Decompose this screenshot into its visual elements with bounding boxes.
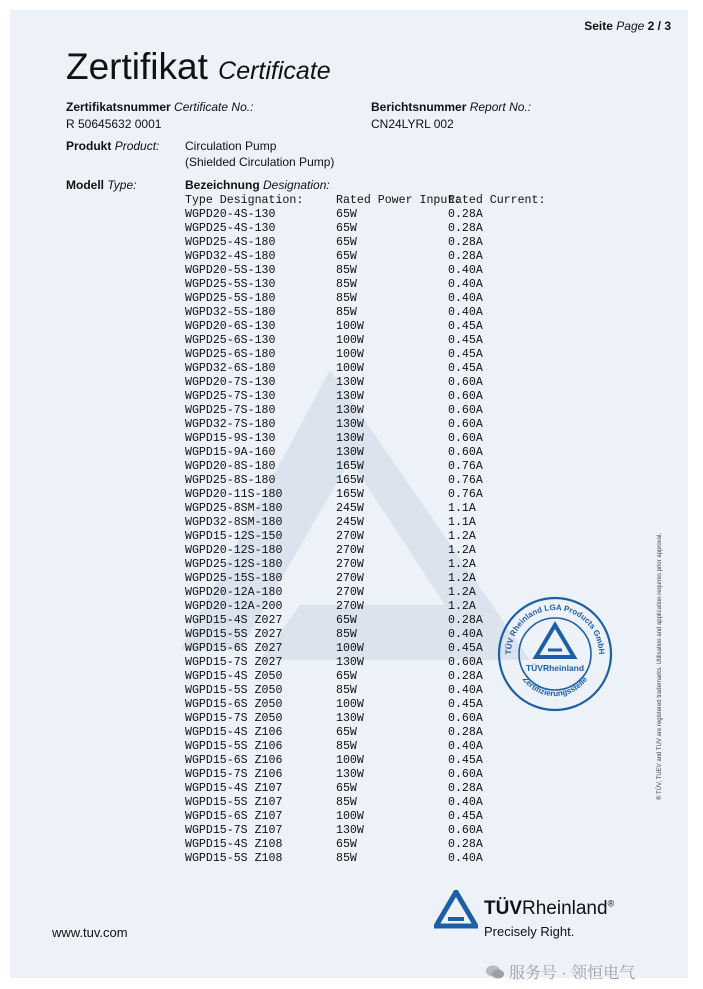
table-row xyxy=(185,810,548,824)
cell-current: 0.60A xyxy=(448,432,483,445)
cell-power: 100W xyxy=(336,754,364,767)
cell-type: WGPD20-4S-130 xyxy=(185,208,276,221)
table-row xyxy=(185,502,548,516)
cell-current: 0.28A xyxy=(448,838,483,851)
cell-power: 270W xyxy=(336,586,364,599)
cell-type: WGPD32-5S-180 xyxy=(185,306,276,319)
table-row xyxy=(185,824,548,838)
cell-type: WGPD25-7S-130 xyxy=(185,390,276,403)
cell-power: 270W xyxy=(336,530,364,543)
cell-power: 270W xyxy=(336,600,364,613)
svg-text:TÜVRheinland: TÜVRheinland xyxy=(525,663,585,673)
cell-power: 85W xyxy=(336,264,357,277)
cell-power: 85W xyxy=(336,628,357,641)
cell-type: WGPD25-15S-180 xyxy=(185,572,283,585)
report-no-label: Berichtsnummer Report No.: xyxy=(371,100,532,114)
cell-power: 100W xyxy=(336,362,364,375)
cell-type: WGPD15-4S Z106 xyxy=(185,726,283,739)
cell-type: WGPD20-6S-130 xyxy=(185,320,276,333)
cell-current: 0.60A xyxy=(448,404,483,417)
cell-type: WGPD15-7S Z106 xyxy=(185,768,283,781)
cell-type: WGPD25-4S-180 xyxy=(185,236,276,249)
table-row xyxy=(185,558,548,572)
cell-type: WGPD25-6S-180 xyxy=(185,348,276,361)
model-table xyxy=(185,194,548,866)
cell-power: 130W xyxy=(336,824,364,837)
cell-type: WGPD15-5S Z108 xyxy=(185,852,283,865)
cell-power: 65W xyxy=(336,250,357,263)
cell-power: 65W xyxy=(336,838,357,851)
cell-power: 100W xyxy=(336,334,364,347)
trademark-note: ® TÜV, TUEV and TUV are registered trademarks. Utilisation and application requires prior approval. xyxy=(657,533,663,800)
cell-power: 130W xyxy=(336,446,364,459)
cell-current: 0.40A xyxy=(448,740,483,753)
certification-stamp xyxy=(496,595,614,713)
cell-power: 270W xyxy=(336,572,364,585)
cell-type: WGPD15-9S-130 xyxy=(185,432,276,445)
table-row xyxy=(185,488,548,502)
page-title xyxy=(66,46,331,88)
cell-type: WGPD15-4S Z027 xyxy=(185,614,283,627)
cell-current: 0.40A xyxy=(448,852,483,865)
cell-power: 130W xyxy=(336,376,364,389)
cell-current: 0.60A xyxy=(448,418,483,431)
cell-type: WGPD15-7S Z107 xyxy=(185,824,283,837)
cell-power: 130W xyxy=(336,656,364,669)
cell-type: WGPD15-6S Z107 xyxy=(185,810,283,823)
cell-power: 270W xyxy=(336,544,364,557)
cell-power: 165W xyxy=(336,488,364,501)
cell-power: 85W xyxy=(336,684,357,697)
table-row xyxy=(185,250,548,264)
cell-type: WGPD32-7S-180 xyxy=(185,418,276,431)
table-row xyxy=(185,446,548,460)
cell-type: WGPD15-7S Z050 xyxy=(185,712,283,725)
cell-type: WGPD20-12A-200 xyxy=(185,600,283,613)
cell-current: 0.76A xyxy=(448,488,483,501)
cell-current: 0.40A xyxy=(448,264,483,277)
cell-type: WGPD25-4S-130 xyxy=(185,222,276,235)
cell-type: WGPD20-12S-180 xyxy=(185,544,283,557)
cert-no-value: R 50645632 0001 xyxy=(66,117,162,131)
cell-current: 0.45A xyxy=(448,362,483,375)
cell-current: 0.60A xyxy=(448,824,483,837)
cell-power: 65W xyxy=(336,614,357,627)
table-row xyxy=(185,712,548,726)
cell-type: WGPD25-7S-180 xyxy=(185,404,276,417)
cell-current: 0.40A xyxy=(448,684,483,697)
cell-type: WGPD15-7S Z027 xyxy=(185,656,283,669)
cell-current: 0.60A xyxy=(448,390,483,403)
cell-current: 0.45A xyxy=(448,642,483,655)
cell-current: 0.45A xyxy=(448,348,483,361)
cell-power: 130W xyxy=(336,418,364,431)
table-row xyxy=(185,334,548,348)
footer-url[interactable]: www.tuv.com xyxy=(52,925,128,940)
table-row xyxy=(185,306,548,320)
brand-tagline: Precisely Right. xyxy=(484,924,575,939)
table-row xyxy=(185,740,548,754)
product-line-2: (Shielded Circulation Pump) xyxy=(185,155,335,169)
table-row xyxy=(185,516,548,530)
cell-type: WGPD32-8SM-180 xyxy=(185,516,283,529)
table-row xyxy=(185,236,548,250)
table-row xyxy=(185,222,548,236)
cell-current: 0.40A xyxy=(448,796,483,809)
table-row xyxy=(185,754,548,768)
cell-type: WGPD15-5S Z027 xyxy=(185,628,283,641)
table-row xyxy=(185,530,548,544)
cell-type: WGPD25-5S-180 xyxy=(185,292,276,305)
cell-current: 0.28A xyxy=(448,208,483,221)
cell-type: WGPD20-5S-130 xyxy=(185,264,276,277)
cell-power: 85W xyxy=(336,278,357,291)
cell-current: 0.60A xyxy=(448,712,483,725)
title-en: Certificate xyxy=(218,57,331,85)
table-row xyxy=(185,768,548,782)
cell-current: 0.28A xyxy=(448,782,483,795)
table-row xyxy=(185,614,548,628)
cell-power: 130W xyxy=(336,390,364,403)
cell-current: 0.28A xyxy=(448,670,483,683)
cell-type: WGPD15-5S Z107 xyxy=(185,796,283,809)
cell-current: 0.28A xyxy=(448,250,483,263)
cell-type: WGPD25-8SM-180 xyxy=(185,502,283,515)
table-row xyxy=(185,698,548,712)
table-header-row xyxy=(185,194,548,208)
table-row xyxy=(185,208,548,222)
table-row xyxy=(185,544,548,558)
table-row xyxy=(185,670,548,684)
cell-power: 165W xyxy=(336,474,364,487)
table-row xyxy=(185,838,548,852)
table-row xyxy=(185,796,548,810)
cell-type: WGPD15-12S-150 xyxy=(185,530,283,543)
cell-type: WGPD20-11S-180 xyxy=(185,488,283,501)
cell-type: WGPD20-12A-180 xyxy=(185,586,283,599)
product-line-1: Circulation Pump xyxy=(185,139,277,153)
cell-type: WGPD15-6S Z106 xyxy=(185,754,283,767)
cell-current: 0.60A xyxy=(448,446,483,459)
header-power: Rated Power Input: xyxy=(336,194,462,207)
table-row xyxy=(185,628,548,642)
header-type: Type Designation: xyxy=(185,194,304,207)
cell-current: 0.45A xyxy=(448,334,483,347)
cell-power: 85W xyxy=(336,306,357,319)
title-de: Zertifikat xyxy=(66,46,208,87)
cell-type: WGPD32-6S-180 xyxy=(185,362,276,375)
cell-current: 0.76A xyxy=(448,474,483,487)
svg-text:Zertifizierungsstelle: Zertifizierungsstelle xyxy=(520,675,590,699)
svg-text:TÜV Rheinland LGA Products Gmb: TÜV Rheinland LGA Products GmbH xyxy=(503,602,607,655)
header-current: Rated Current: xyxy=(448,194,546,207)
cell-current: 0.40A xyxy=(448,306,483,319)
cell-type: WGPD15-4S Z050 xyxy=(185,670,283,683)
cell-current: 0.45A xyxy=(448,320,483,333)
table-row xyxy=(185,320,548,334)
cell-power: 270W xyxy=(336,558,364,571)
cell-type: WGPD15-4S Z108 xyxy=(185,838,283,851)
cell-power: 130W xyxy=(336,712,364,725)
table-row xyxy=(185,418,548,432)
cell-type: WGPD15-6S Z027 xyxy=(185,642,283,655)
cell-type: WGPD20-8S-180 xyxy=(185,460,276,473)
cell-current: 1.1A xyxy=(448,502,476,515)
cell-current: 1.2A xyxy=(448,600,476,613)
cell-type: WGPD32-4S-180 xyxy=(185,250,276,263)
table-row xyxy=(185,642,548,656)
cell-current: 0.40A xyxy=(448,628,483,641)
cell-power: 100W xyxy=(336,320,364,333)
cell-type: WGPD25-8S-180 xyxy=(185,474,276,487)
table-row xyxy=(185,656,548,670)
table-row xyxy=(185,432,548,446)
table-row xyxy=(185,460,548,474)
cell-current: 0.60A xyxy=(448,768,483,781)
cell-power: 65W xyxy=(336,726,357,739)
brand-name: TÜVRheinland® xyxy=(484,898,615,919)
cell-current: 0.60A xyxy=(448,656,483,669)
cell-power: 100W xyxy=(336,810,364,823)
cell-current: 0.28A xyxy=(448,236,483,249)
cell-power: 100W xyxy=(336,698,364,711)
cell-power: 165W xyxy=(336,460,364,473)
cell-power: 65W xyxy=(336,782,357,795)
table-row xyxy=(185,600,548,614)
table-row xyxy=(185,726,548,740)
cell-power: 130W xyxy=(336,768,364,781)
cell-power: 65W xyxy=(336,236,357,249)
table-row xyxy=(185,278,548,292)
model-label: Modell Type: xyxy=(66,178,137,192)
cell-power: 65W xyxy=(336,670,357,683)
cell-power: 245W xyxy=(336,502,364,515)
cell-power: 130W xyxy=(336,432,364,445)
cell-current: 0.40A xyxy=(448,292,483,305)
cell-power: 85W xyxy=(336,292,357,305)
tuv-triangle-icon xyxy=(434,890,478,930)
cell-current: 0.40A xyxy=(448,278,483,291)
report-no-value: CN24LYRL 002 xyxy=(371,117,454,131)
wechat-icon xyxy=(485,964,505,980)
cell-type: WGPD15-5S Z106 xyxy=(185,740,283,753)
cell-power: 65W xyxy=(336,208,357,221)
table-row xyxy=(185,684,548,698)
page-number: Seite Page 2 / 3 xyxy=(584,19,671,33)
cell-power: 65W xyxy=(336,222,357,235)
designation-label: Bezeichnung Designation: xyxy=(185,178,330,192)
cell-current: 0.45A xyxy=(448,698,483,711)
tuv-brand-logo xyxy=(434,890,615,939)
cell-power: 100W xyxy=(336,348,364,361)
table-row xyxy=(185,404,548,418)
cell-current: 0.28A xyxy=(448,222,483,235)
cell-power: 85W xyxy=(336,740,357,753)
cell-power: 85W xyxy=(336,796,357,809)
table-row xyxy=(185,362,548,376)
certificate-page xyxy=(10,10,688,978)
table-row xyxy=(185,264,548,278)
cell-current: 1.2A xyxy=(448,558,476,571)
cell-type: WGPD20-7S-130 xyxy=(185,376,276,389)
table-row xyxy=(185,474,548,488)
cell-power: 245W xyxy=(336,516,364,529)
cell-type: WGPD25-12S-180 xyxy=(185,558,283,571)
cell-type: WGPD25-6S-130 xyxy=(185,334,276,347)
cell-current: 0.60A xyxy=(448,376,483,389)
cell-current: 0.45A xyxy=(448,754,483,767)
table-row xyxy=(185,852,548,866)
table-row xyxy=(185,390,548,404)
cell-power: 130W xyxy=(336,404,364,417)
cell-type: WGPD15-6S Z050 xyxy=(185,698,283,711)
table-row xyxy=(185,348,548,362)
cert-no-label: Zertifikatsnummer Certificate No.: xyxy=(66,100,254,114)
cell-power: 100W xyxy=(336,642,364,655)
cell-type: WGPD15-4S Z107 xyxy=(185,782,283,795)
cell-current: 1.2A xyxy=(448,544,476,557)
table-row xyxy=(185,292,548,306)
cell-type: WGPD15-5S Z050 xyxy=(185,684,283,697)
cell-power: 85W xyxy=(336,852,357,865)
cell-current: 0.76A xyxy=(448,460,483,473)
table-row xyxy=(185,586,548,600)
cell-current: 1.1A xyxy=(448,516,476,529)
cell-type: WGPD15-9A-160 xyxy=(185,446,276,459)
table-row xyxy=(185,376,548,390)
cell-current: 1.2A xyxy=(448,586,476,599)
cell-current: 1.2A xyxy=(448,530,476,543)
cell-current: 0.28A xyxy=(448,726,483,739)
cell-type: WGPD25-5S-130 xyxy=(185,278,276,291)
product-label: Produkt Product: xyxy=(66,139,160,153)
cell-current: 1.2A xyxy=(448,572,476,585)
table-row xyxy=(185,782,548,796)
cell-current: 0.45A xyxy=(448,810,483,823)
cell-current: 0.28A xyxy=(448,614,483,627)
wechat-watermark: 服务号 · 领恒电气 xyxy=(485,960,635,983)
table-row xyxy=(185,572,548,586)
